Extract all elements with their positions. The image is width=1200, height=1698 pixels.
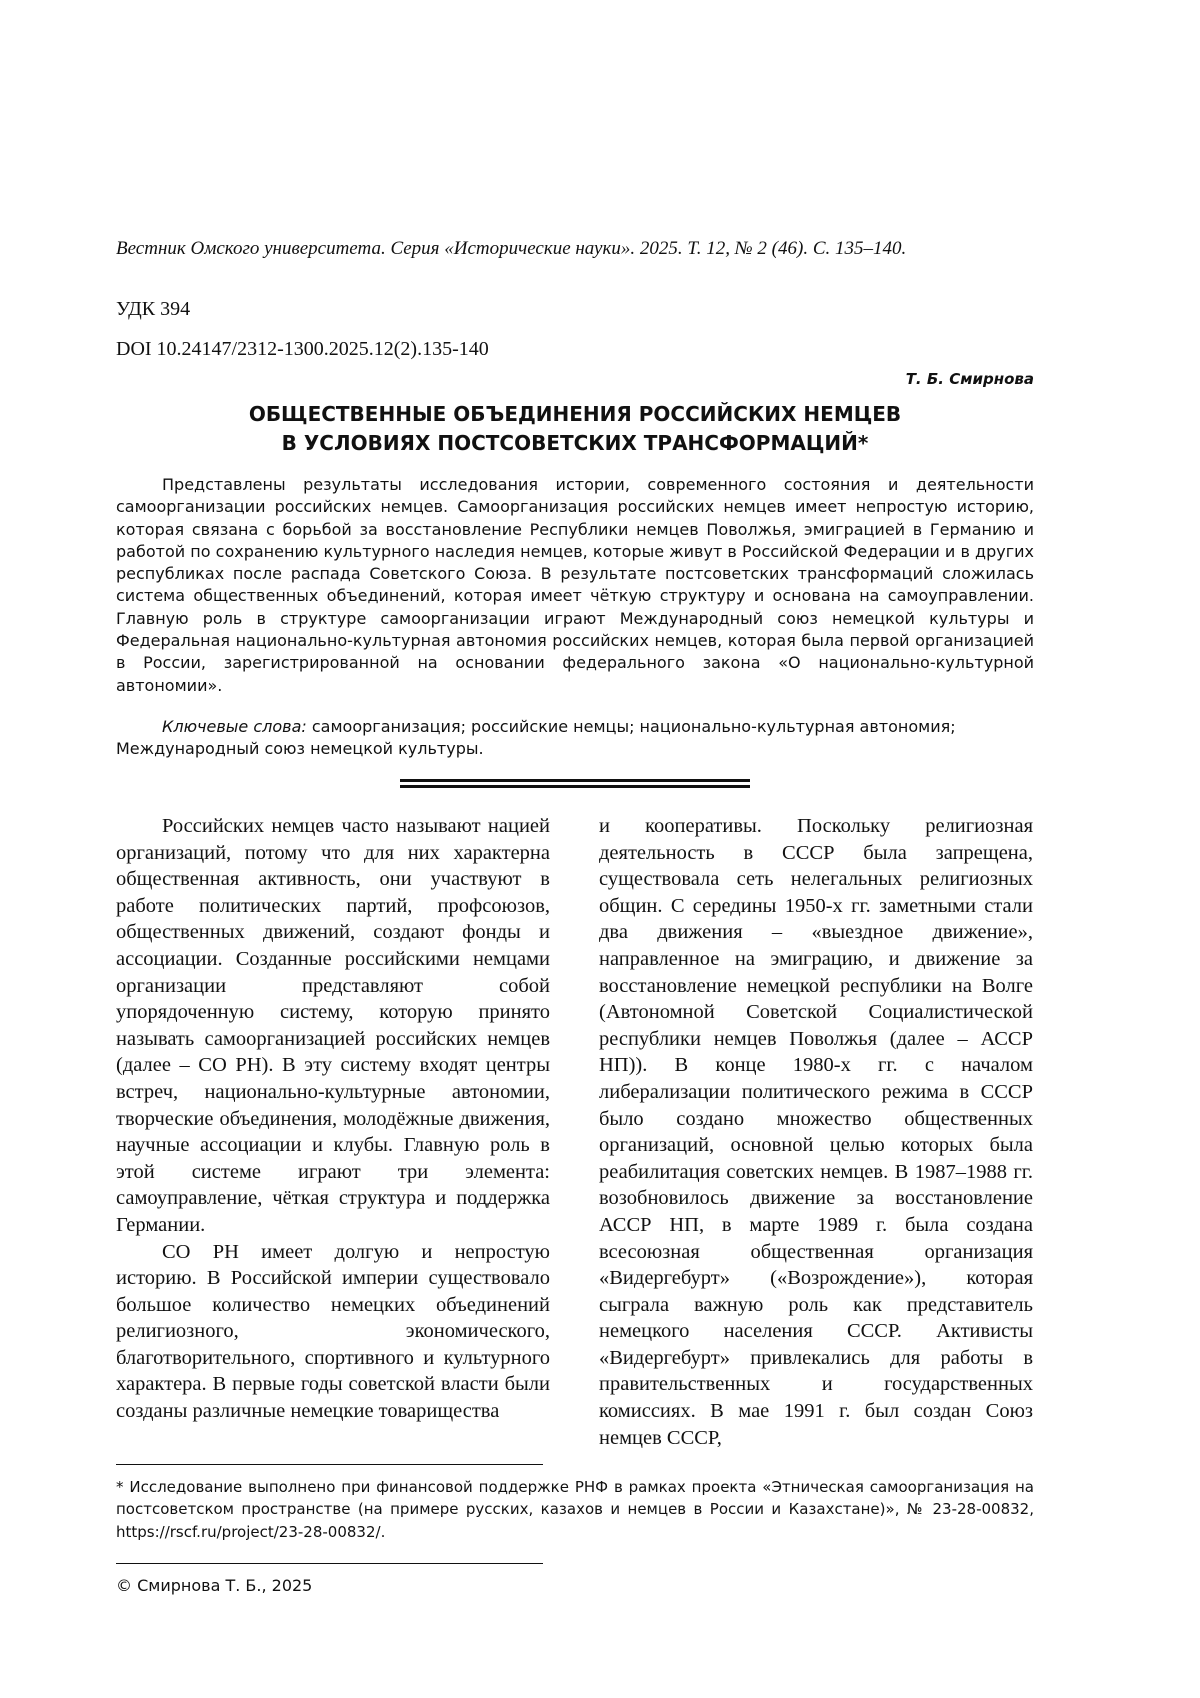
section-divider-top: [400, 779, 750, 782]
section-divider-bottom: [400, 785, 750, 788]
title-line-1: ОБЩЕСТВЕННЫЕ ОБЪЕДИНЕНИЯ РОССИЙСКИХ НЕМЦЕВ: [248, 402, 902, 426]
keywords-text: самоорганизация; российские немцы; национально-культурная автономия; Международный союз немецкой культуры.: [116, 717, 956, 759]
body-column-left: [116, 813, 550, 1425]
body-paragraph: и кооперативы. Поскольку религиозная деятельность в СССР была запрещена, существовала сеть нелегальных религиозных общин. С середины 1950-х гг. заметными стали два движения – «выездное движение», направленное на эмиграцию, и движение за восстановление немецкой республики на Волге (Автономной Советской Социалистической республики немцев Поволжья (далее – АССР НП)). В конце 1980-х гг. с началом либерализации политического режима в СССР было создано множество общественных организаций, основной целью которых была реабилитация советских немцев. В 1987–1988 гг. возобновилось движение за восстановление АССР НП, в марте 1989 г. была создана всесоюзная общественная организация «Видергебурт» («Возрождение»), которая сыграла важную роль как представитель немецкого населения СССР. Активисты «Видергебурт» привлекались для работы в правительственных и государственных комиссиях. В мае 1991 г. был создан Союз немцев СССР,: [599, 815, 1033, 1449]
doi: DOI 10.24147/2312-1300.2025.12(2).135-140: [116, 338, 489, 360]
keywords-label: Ключевые слова:: [162, 717, 307, 736]
footnote: * Исследование выполнено при финансовой поддержке РНФ в рамках проекта «Этническая самоорганизация на постсоветском пространстве (на примере русских, казахов и немцев в России и Казахстане)», № 23-28-00832, https://rscf.ru/project/23-28-00832/.: [116, 1478, 1034, 1541]
author: Т. Б. Смирнова: [905, 370, 1034, 388]
abstract: Представлены результаты исследования истории, современного состояния и деятельности самоорганизации российских немцев. Самоорганизация российских немцев имеет непростую историю, которая связана с борьбой за восстановление Республики немцев Поволжья, эмиграцией в Германию и работой по сохранению культурного наследия немцев, которые живут в Российской Федерации и в других республиках после распада Советского Союза. В результате постсоветских трансформаций сложилась система общественных объединений, которая имеет чёткую структуру и основана на самоуправлении. Главную роль в структуре самоорганизации играют Международный союз немецкой культуры и Федеральная национально-культурная автономия российских немцев, которая была первой организацией в России, зарегистрированной на основании федерального закона «О национально-культурной автономии».: [116, 475, 1034, 695]
copyright-rule: [116, 1563, 543, 1564]
body-paragraph: СО РН имеет долгую и непростую историю. В Российской империи существовало большое количество немецких объединений религиозного, экономического, благотворительного, спортивного и культурного характера. В первые годы советской власти были созданы различные немецкие товарищества: [116, 1240, 550, 1423]
footnote-rule: [116, 1464, 543, 1465]
title-line-2: В УСЛОВИЯХ ПОСТСОВЕТСКИХ ТРАНСФОРМАЦИЙ*: [281, 431, 869, 455]
body-paragraph: Российских немцев часто называют нацией организаций, потому что для них характерна общественная активность, они участвуют в работе политических партий, профсоюзов, общественных движений, создают фонды и ассоциации. Созданные российскими немцами организации представляют собой упорядоченную систему, которую принято называть самоорганизацией российских немцев (далее – СО РН). В эту систему входят центры встреч, национально-культурные автономии, творческие объединения, молодёжные движения, научные ассоциации и клубы. Главную роль в этой системе играют три элемента: самоуправление, чёткая структура и поддержка Германии.: [116, 815, 550, 1236]
keywords: [116, 716, 1034, 761]
journal-citation: Вестник Омского университета. Серия «Исторические науки». 2025. Т. 12, № 2 (46). С. 135–140.: [116, 238, 907, 259]
body-column-right: [599, 813, 1033, 1451]
copyright: © Смирнова Т. Б., 2025: [116, 1576, 313, 1595]
article-title: [116, 400, 1034, 458]
udk-code: УДК 394: [116, 298, 191, 320]
